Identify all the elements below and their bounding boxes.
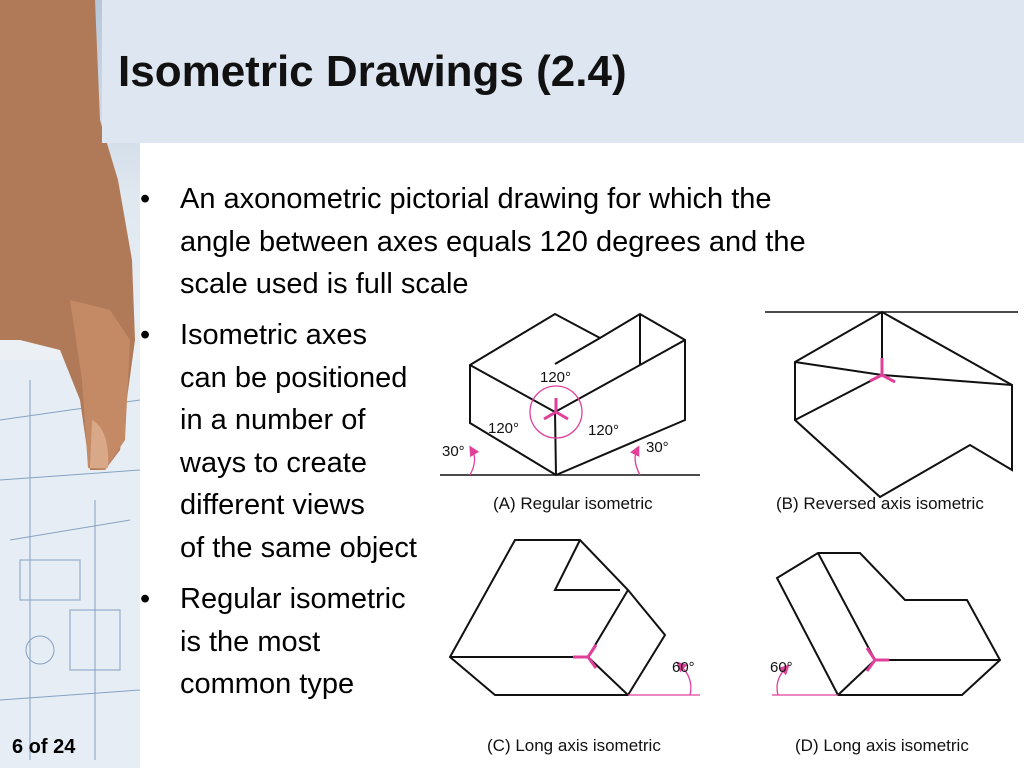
bullet-dot: •: [140, 183, 151, 215]
angle-label-120-left: 120°: [488, 420, 520, 437]
caption-b: (B) Reversed axis isometric: [776, 494, 984, 513]
angle-label-60-c: 60°: [672, 659, 695, 676]
bullet-line: different views: [180, 489, 365, 521]
bullet-dot: •: [140, 319, 151, 351]
bullet-line: Isometric axes: [180, 319, 367, 351]
caption-c: (C) Long axis isometric: [487, 736, 661, 755]
bullet-line: An axonometric pictorial drawing for which the: [180, 183, 772, 215]
bullet-line: common type: [180, 668, 355, 700]
angle-label-120-right: 120°: [588, 422, 620, 439]
angle-label-30-left: 30°: [442, 443, 465, 460]
bullet-line: angle between axes equals 120 degrees and the: [180, 225, 806, 258]
angle-label-120-top: 120°: [540, 369, 572, 386]
angle-label-30-right: 30°: [646, 439, 669, 456]
bullet-line: scale used is full scale: [180, 268, 469, 300]
bullet-line: of the same object: [180, 531, 417, 564]
view-b-reversed-axis: [795, 312, 1012, 497]
angle-label-60-d: 60°: [770, 659, 793, 676]
bullet-line: can be positioned: [180, 361, 408, 394]
view-c-axis-marker: [573, 645, 596, 668]
bullet-line: ways to create: [180, 446, 367, 479]
bullet-line: in a number of: [180, 404, 366, 436]
caption-a: (A) Regular isometric: [493, 494, 653, 513]
bullet-line: Regular isometric: [180, 583, 406, 615]
isometric-views-figure: [420, 300, 1024, 768]
bullet-dot: •: [140, 583, 151, 615]
slide-title: Isometric Drawings (2.4): [118, 47, 627, 96]
view-b-axis-marker: [870, 358, 895, 382]
view-d-long-axis: [777, 553, 1000, 695]
view-c-long-axis: [450, 540, 665, 695]
caption-d: (D) Long axis isometric: [795, 736, 969, 755]
slide-number: 6 of 24: [12, 736, 76, 758]
bullet-line: is the most: [180, 625, 321, 658]
view-d-axis-marker: [867, 648, 889, 671]
